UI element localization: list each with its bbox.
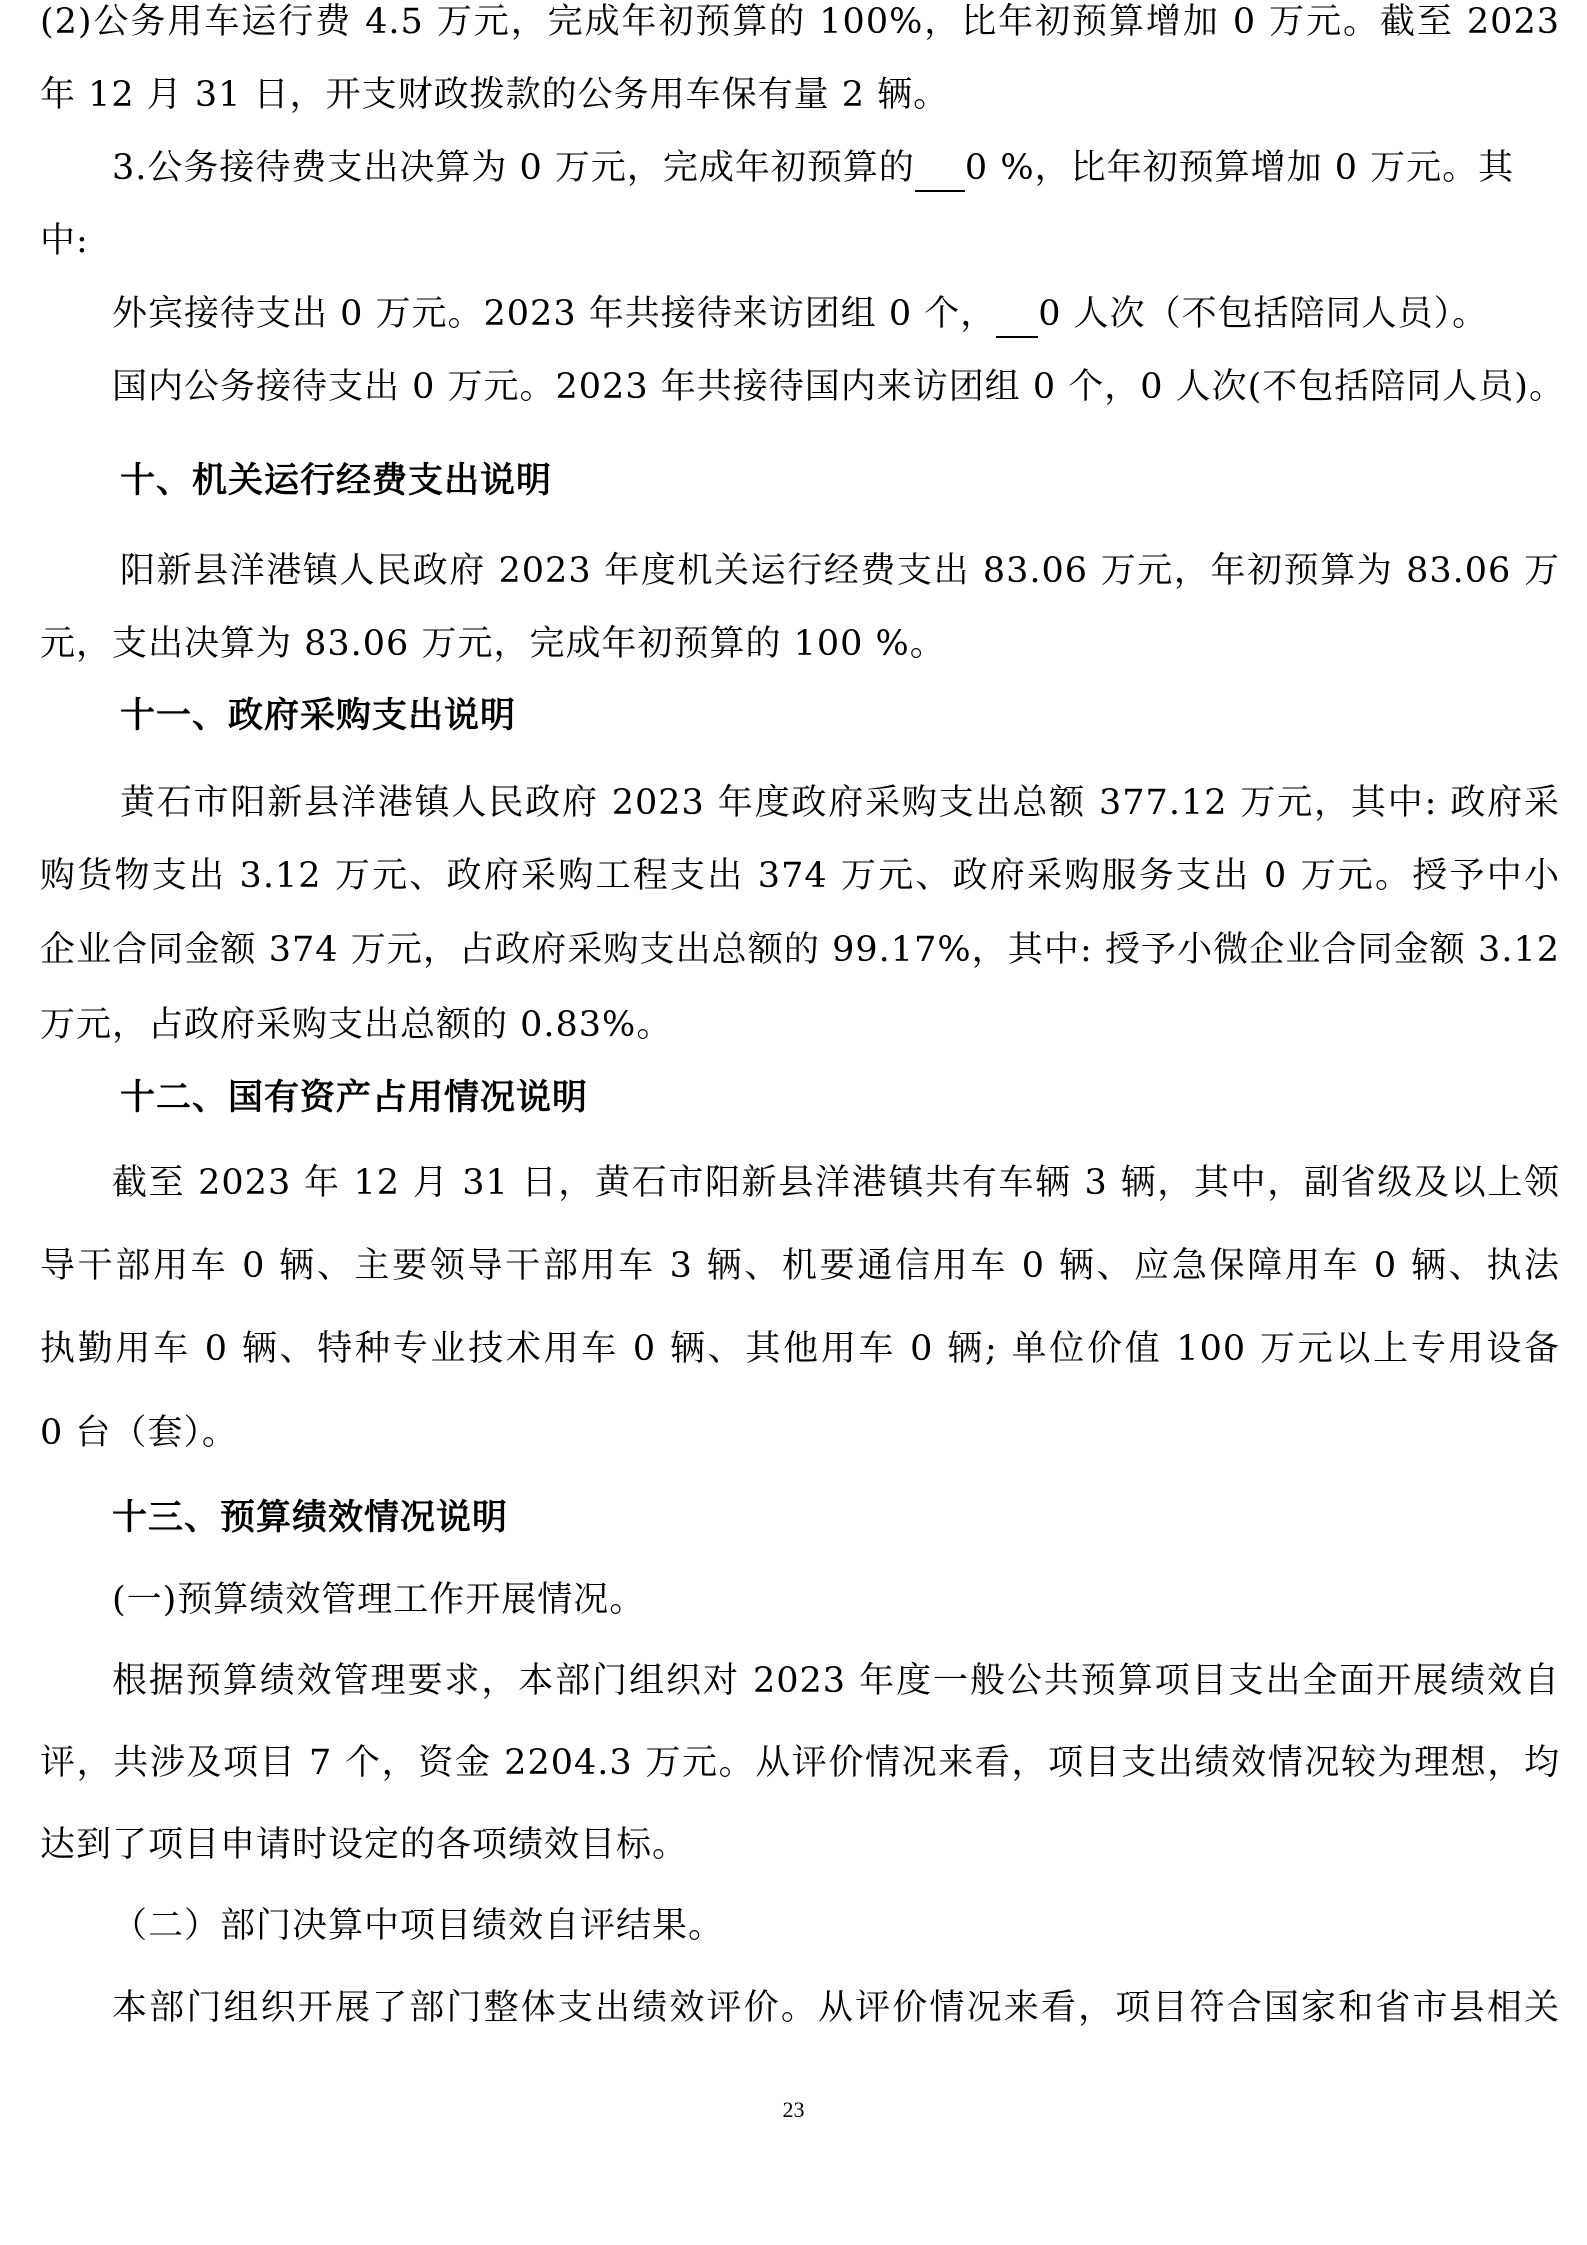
paragraph-line: 根据预算绩效管理要求，本部门组织对 2023 年度一般公共预算项目支出全面开展绩效自 — [112, 1661, 1560, 1701]
subsection-heading: (一)预算绩效管理工作开展情况。 — [112, 1580, 646, 1620]
text-segment: 0 %，比年初预算增加 0 万元。其 — [964, 148, 1515, 188]
paragraph-line: 评，共涉及项目 7 个，资金 2204.3 万元。从评价情况来看，项目支出绩效情况较为理想，均 — [40, 1743, 1560, 1783]
section-heading: 十三、预算绩效情况说明 — [112, 1498, 509, 1538]
paragraph-line: 本部门组织开展了部门整体支出绩效评价。从评价情况来看，项目符合国家和省市县相关 — [112, 1988, 1560, 2028]
section-heading: 十、机关运行经费支出说明 — [120, 461, 553, 501]
paragraph-line: 0 台（套）。 — [40, 1413, 238, 1453]
paragraph-line: 中: — [40, 221, 89, 261]
paragraph-line: 阳新县洋港镇人民政府 2023 年度机关运行经费支出 83.06 万元，年初预算为 83.06 万 — [120, 551, 1560, 591]
section-heading: 十二、国有资产占用情况说明 — [120, 1078, 589, 1118]
underline-blank — [996, 292, 1038, 338]
paragraph-line: 国内公务接待支出 0 万元。2023 年共接待国内来访团组 0 个，0 人次(不包括陪同人员)。 — [112, 367, 1565, 407]
text-segment: 外宾接待支出 0 万元。2023 年共接待来访团组 0 个， — [112, 294, 997, 334]
paragraph-line: 黄石市阳新县洋港镇人民政府 2023 年度政府采购支出总额 377.12 万元，其中: 政府采 — [120, 783, 1560, 823]
paragraph-line: 购货物支出 3.12 万元、政府采购工程支出 374 万元、政府采购服务支出 0 万元。授予中小 — [40, 856, 1560, 896]
paragraph-line: 万元，占政府采购支出总额的 0.83%。 — [40, 1005, 673, 1045]
paragraph-line: (2)公务用车运行费 4.5 万元，完成年初预算的 100%，比年初预算增加 0 万元。截至 2023 — [40, 2, 1560, 42]
subsection-heading: （二）部门决算中项目绩效自评结果。 — [112, 1906, 725, 1946]
paragraph-line — [112, 292, 1560, 338]
underline-blank — [915, 146, 965, 192]
page-number: 23 — [782, 2097, 805, 2122]
paragraph-line: 导干部用车 0 辆、主要领导干部用车 3 辆、机要通信用车 0 辆、应急保障用车 0 辆、执法 — [40, 1246, 1560, 1286]
text-segment: 0 人次（不包括陪同人员）。 — [1038, 294, 1489, 334]
section-heading: 十一、政府采购支出说明 — [120, 696, 517, 736]
paragraph-line: 执勤用车 0 辆、特种专业技术用车 0 辆、其他用车 0 辆; 单位价值 100 万元以上专用设备 — [40, 1329, 1560, 1369]
paragraph-line: 企业合同金额 374 万元，占政府采购支出总额的 99.17%，其中: 授予小微企业合同金额 3.12 — [40, 930, 1560, 970]
paragraph-line: 年 12 月 31 日，开支财政拨款的公务用车保有量 2 辆。 — [40, 75, 950, 115]
paragraph-line: 达到了项目申请时设定的各项绩效目标。 — [40, 1825, 689, 1865]
text-segment: 3.公务接待费支出决算为 0 万元，完成年初预算的 — [112, 148, 915, 188]
paragraph-line: 截至 2023 年 12 月 31 日，黄石市阳新县洋港镇共有车辆 3 辆，其中，副省级及以上领 — [112, 1163, 1560, 1203]
paragraph-line: 元，支出决算为 83.06 万元，完成年初预算的 100 %。 — [40, 624, 946, 664]
paragraph-line — [112, 146, 1560, 192]
